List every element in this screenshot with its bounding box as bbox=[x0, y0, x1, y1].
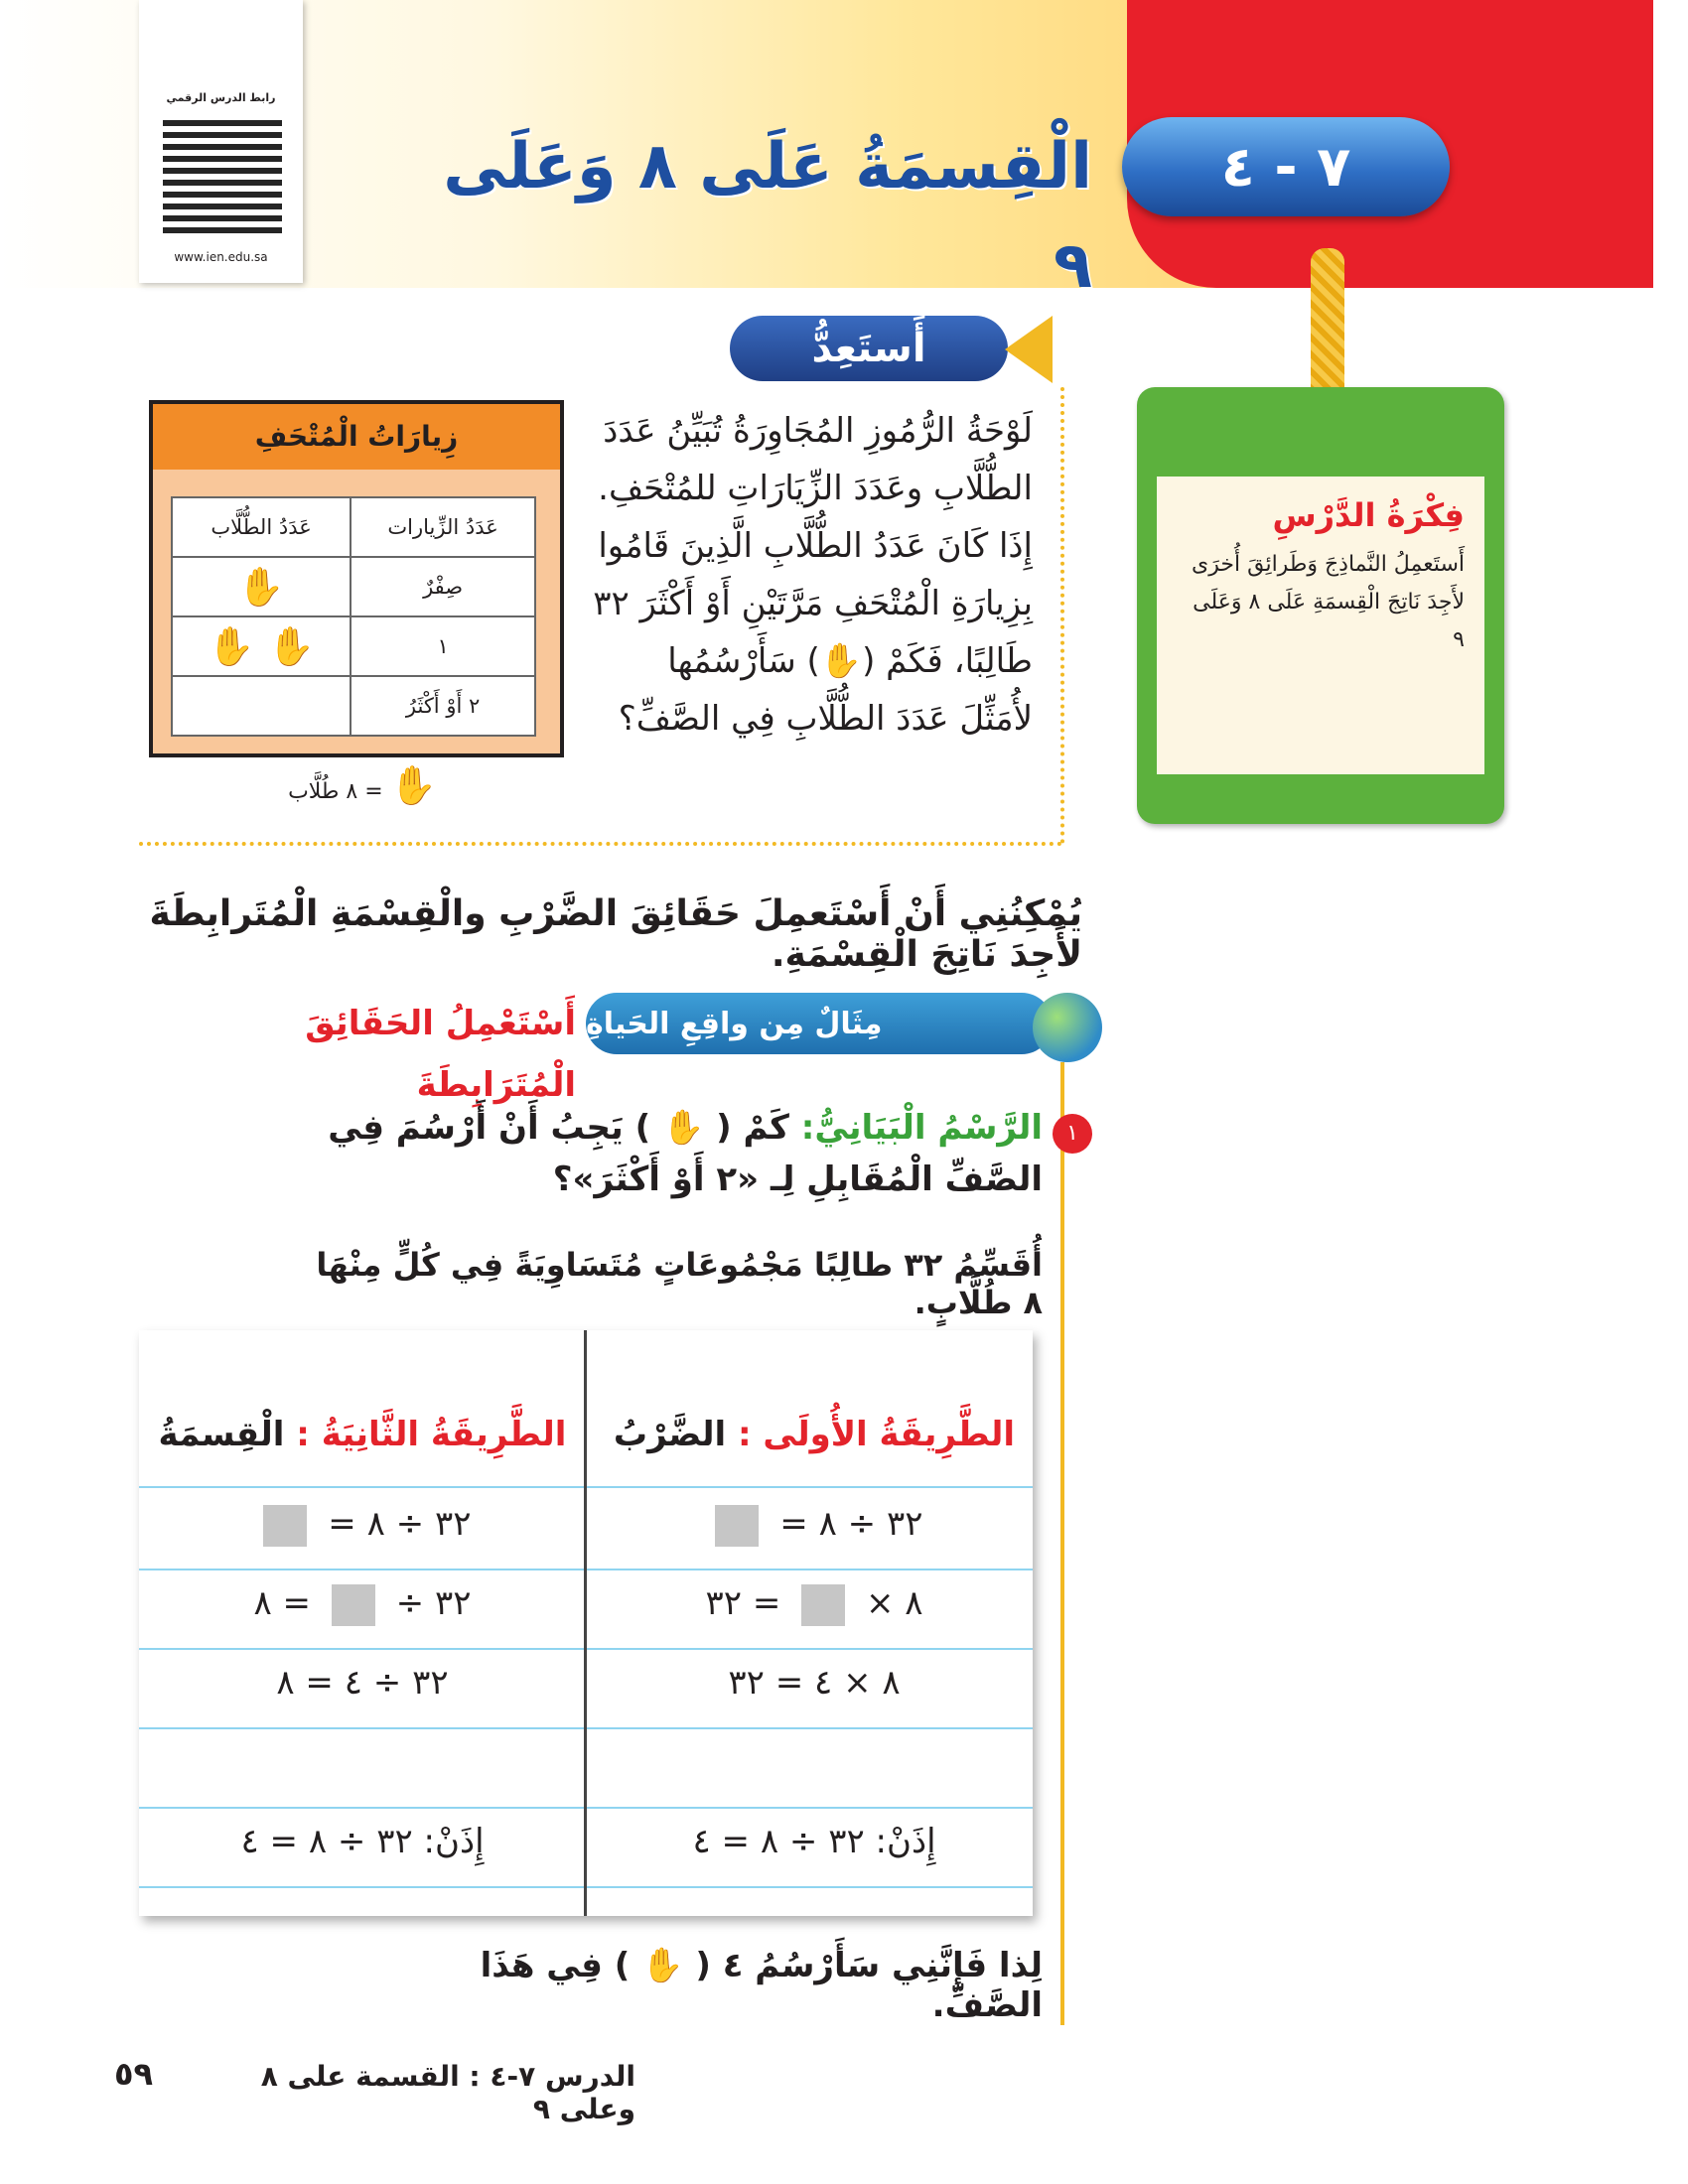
method-two-line-3: ٣٢ ÷ ٤ = ٨ bbox=[276, 1663, 449, 1703]
museum-pictograph-table bbox=[171, 496, 536, 737]
question-text bbox=[228, 1102, 1043, 1205]
hand-icon: ✋ bbox=[389, 763, 437, 807]
table-cell: ٢ أَوْ أَكْثَرُ bbox=[351, 676, 535, 736]
lesson-idea-text: أَستَعمِلُ النَّماذِجَ وَطَرائِقَ أُخرَى لأَجِدَ نَاتِجَ الْقِسمَةِ عَلَى ٨ وَعَلَى ٩ bbox=[1192, 552, 1465, 652]
page-number: ٥٩ bbox=[114, 2055, 154, 2093]
question-label: الرَّسْمُ الْبَيَانِيُّ: bbox=[800, 1108, 1043, 1148]
pictograph-legend bbox=[268, 763, 437, 807]
table-cell: صِفْرٌ bbox=[351, 557, 535, 616]
method-two-line-2 bbox=[144, 1583, 581, 1626]
dotted-border bbox=[1060, 387, 1064, 844]
example-banner: مِثَالٌ مِن واقِعِ الحَياةِ bbox=[586, 993, 1053, 1054]
method-two-line-1 bbox=[144, 1504, 581, 1547]
equation-part: = ٣٢ bbox=[705, 1583, 781, 1623]
hand-icon: ✋ ✋ bbox=[172, 616, 351, 676]
lesson-idea-title: فِكْرَةُ الدَّرْسِ bbox=[1272, 496, 1465, 534]
method-one-title bbox=[596, 1415, 1033, 1454]
table-cell: ١ bbox=[351, 616, 535, 676]
method-two-name: الْقِسمَةُ bbox=[158, 1415, 285, 1454]
question-number: ١ bbox=[1053, 1114, 1092, 1154]
blank-box bbox=[332, 1584, 375, 1626]
example-border bbox=[1060, 1062, 1064, 2025]
equation-part: = bbox=[328, 1504, 356, 1544]
method-one-line-2 bbox=[596, 1583, 1033, 1626]
footer-lesson: الدرس ٧-٤ : القسمة على ٨ وعلى ٩ bbox=[260, 2060, 635, 2125]
blank-box bbox=[801, 1584, 845, 1626]
qr-code-icon[interactable] bbox=[163, 114, 282, 233]
method-two-result: إِذَنْ: ٣٢ ÷ ٨ = ٤ bbox=[240, 1822, 485, 1861]
question-body: كَمْ ( ✋ ) يَجِبُ أَنْ أَرْسُمَ فِي الصَّفِّ الْمُقَابِلِ لِـ «٢ أَوْ أَكْثَرَ»؟ bbox=[328, 1108, 1043, 1199]
table-header: عَدَدُ الزِّيارات bbox=[351, 497, 535, 557]
lesson-title: الْقِسمَةُ عَلَى ٨ وَعَلَى ٩ bbox=[443, 130, 1092, 303]
equation-part: ٣٢ ÷ ٨ bbox=[366, 1504, 472, 1544]
equation-part: = bbox=[779, 1504, 808, 1544]
instruction-text: أُقَسِّمُ ٣٢ طالِبًا مَجْمُوعَاتٍ مُتَسَاوِيَةً فِي كُلٍّ مِنْهَا ٨ طُلَّابٍ. bbox=[316, 1246, 1043, 1321]
lesson-number-badge: ٧ - ٤ bbox=[1122, 117, 1450, 216]
method-one-line-1 bbox=[596, 1504, 1033, 1547]
table-header-row bbox=[172, 497, 535, 557]
method-two-label: الطَّرِيقَةُ الثَّانِيَةُ : bbox=[296, 1415, 567, 1454]
method-one-line-3: ٨ × ٤ = ٣٢ bbox=[728, 1663, 901, 1703]
qr-caption: رابط الدرس الرقمي bbox=[166, 91, 276, 104]
equation-part: = ٨ bbox=[253, 1583, 312, 1623]
conclusion-text: لِذا فَإِنَّنِي سَأَرْسُمُ ٤ ( ✋ ) فِي هَذَا الصَّفِّ. bbox=[480, 1946, 1043, 2025]
panel-divider bbox=[584, 1330, 587, 1916]
hand-icon: ✋ bbox=[172, 557, 351, 616]
table-row bbox=[172, 676, 535, 736]
example-title: أَسْتَعْمِلُ الحَقَائِقَ الْمُتَرَابِطَةَ bbox=[305, 1004, 576, 1105]
museum-pictograph-title: زِيارَاتُ الْمُتْحَفِ bbox=[153, 404, 560, 470]
get-ready-text: لَوْحَةُ الرُّمُوزِ المُجَاوِرَةُ تُبَيِّنُ عَدَدَ الطُّلَّابِ وعَدَدَ الزِّيَارَاتِ للمُتْحَفِ. إِذَا كَانَ عَدَدُ الطُّلَّابِ الَّذِينَ قَامُوا بِزِيارَةِ الْمُتْحَفِ مَرَّتَيْنِ أَوْ أَكْثَرَ ٣٢ طَالِبًا، فَكَمْ (✋) سَأَرْسُمُها لأُمَثِّلَ عَدَدَ الطُّلَّابِ فِي الصَّفِّ؟ bbox=[593, 411, 1033, 739]
blank-box bbox=[715, 1505, 759, 1547]
globe-icon bbox=[1033, 993, 1102, 1062]
equation-part: ٨ × bbox=[865, 1583, 923, 1623]
table-cell bbox=[172, 676, 351, 736]
method-one-name: الضَّرْبُ bbox=[613, 1415, 727, 1454]
table-row bbox=[172, 557, 535, 616]
dotted-separator bbox=[139, 842, 1062, 846]
method-two-title bbox=[144, 1415, 581, 1454]
method-one-label: الطَّرِيقَةُ الأُولَى : bbox=[738, 1415, 1016, 1454]
blank-box bbox=[263, 1505, 307, 1547]
intro-text: يُمْكِنُنِي أَنْ أَسْتَعمِلَ حَقَائِقَ الضَّرْبِ والْقِسْمَةِ الْمُتَرابِطَةَ لأَجِدَ نَاتِجَ الْقِسْمَةِ. bbox=[149, 893, 1082, 975]
arrow-icon bbox=[1005, 316, 1053, 383]
table-header: عَدَدُ الطُّلَّاب bbox=[172, 497, 351, 557]
legend-text: = ٨ طُلَّاب bbox=[288, 779, 383, 804]
method-one-result: إِذَنْ: ٣٢ ÷ ٨ = ٤ bbox=[692, 1822, 936, 1861]
get-ready-label: أَستَعِدُّ bbox=[730, 316, 1008, 381]
equation-part: ٣٢ ÷ ٨ bbox=[818, 1504, 923, 1544]
table-row bbox=[172, 616, 535, 676]
qr-url[interactable]: www.ien.edu.sa bbox=[174, 250, 268, 264]
equation-part: ٣٢ ÷ bbox=[395, 1583, 472, 1623]
